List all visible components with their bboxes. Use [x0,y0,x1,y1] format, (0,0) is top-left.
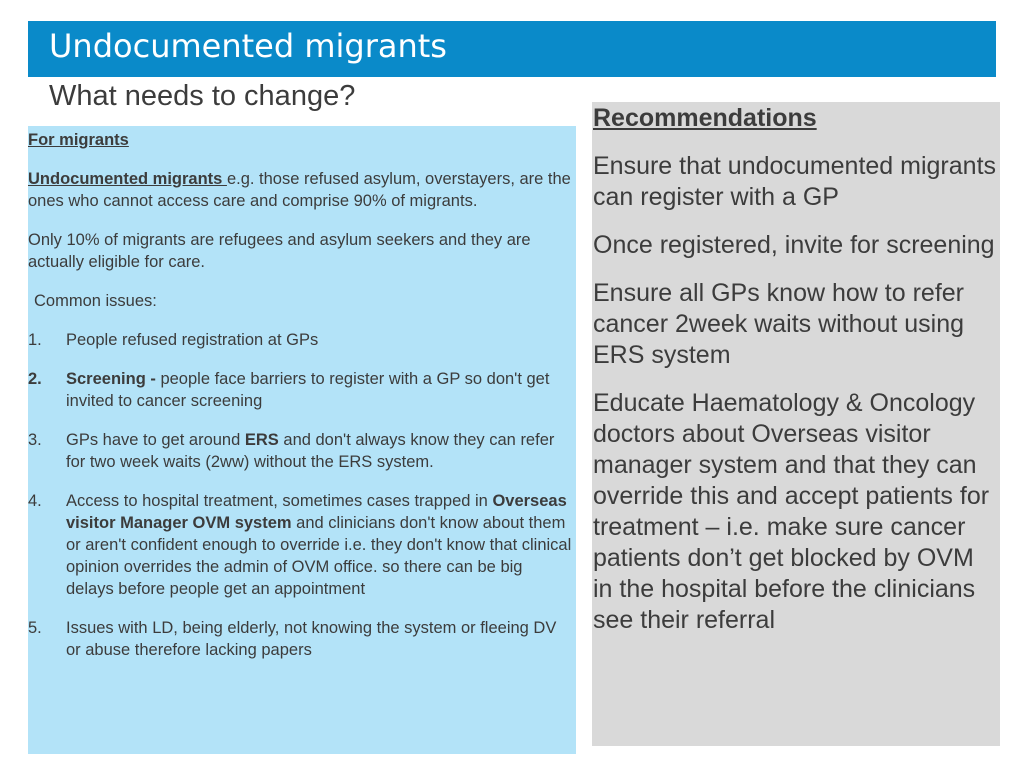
issue-text: people face barriers to register with a GP so don't get invited to cancer screening [66,370,550,410]
recommendation-item: Ensure that undocumented migrants can register with a GP [593,152,997,211]
recommendations-heading: Recommendations [593,104,817,132]
issue-number: 4. [28,492,42,510]
undocumented-text: e.g. those refused asylum, overstayers, are the ones who cannot access care and comprise 90% of migrants. [28,170,571,210]
recommendation-item: Educate Haematology & Oncology doctors about Overseas visitor manager system and that they can override this and accept patients for treatment – i.e. make sure cancer patients don’t get blocked by OVM in the hospital before the clinicians see their referral [593,389,990,634]
recommendation-item: Ensure all GPs know how to refer cancer 2week waits without using ERS system [593,279,965,369]
issue-bold-text: Screening - [66,370,161,388]
issue-item-1 [28,329,576,351]
common-issues-heading: Common issues: [34,292,157,310]
issue-number: 5. [28,619,42,637]
refugees-paragraph: Only 10% of migrants are refugees and asylum seekers and they are actually eligible for care. [28,231,531,271]
issue-text-wrap [66,429,576,473]
issue-text: and clinicians don't know about them or aren't confident enough to override i.e. they don't know that clinical opinion overrides the admin of OVM office. so there can be big delays before people get an appointment [66,514,572,598]
recommendation-item: Once registered, invite for screening [593,231,995,259]
migrants-heading: For migrants [28,131,129,149]
issue-number: 2. [28,370,42,388]
issue-pre-text: GPs have to get around [66,431,245,449]
slide-title: Undocumented migrants [49,27,447,65]
issue-text-wrap [66,490,576,600]
migrants-panel [28,126,576,754]
issue-pre-text: Access to hospital treatment, sometimes cases trapped in [66,492,493,510]
issue-number: 1. [28,331,42,349]
issue-bold-text: ERS [244,431,279,449]
undocumented-label: Undocumented migrants [28,170,227,188]
issue-item-5 [28,617,576,661]
title-bar [28,21,996,77]
issue-item-3 [28,429,576,473]
issue-text-wrap [66,368,576,412]
issue-text: People refused registration at GPs [66,331,319,349]
issue-number: 3. [28,431,42,449]
undocumented-paragraph [28,168,576,212]
issue-item-4 [28,490,576,600]
issue-item-2 [28,368,576,412]
issue-text: and don't always know they can refer for two week waits (2ww) without the ERS system. [66,431,555,471]
issue-bold-text: Overseas visitor Manager OVM system [66,492,567,532]
issue-text: Issues with LD, being elderly, not knowing the system or fleeing DV or abuse therefore lacking papers [66,619,557,659]
recommendations-panel [592,102,1000,746]
slide-subtitle: What needs to change? [49,80,356,112]
